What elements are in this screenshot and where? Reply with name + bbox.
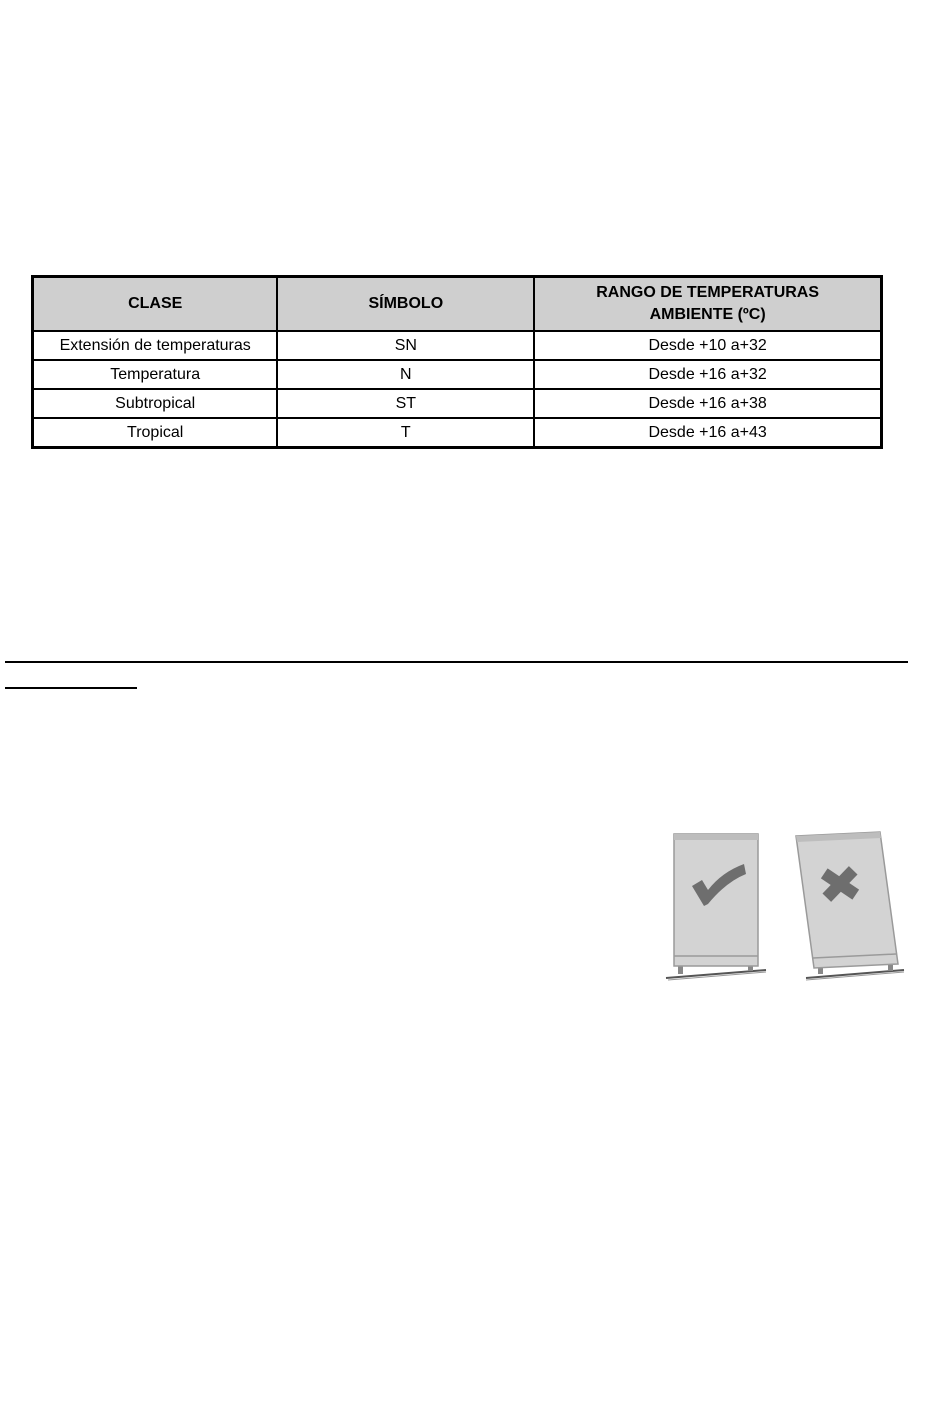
fridge-leveling-illustration	[664, 828, 908, 982]
cell-rango: Desde +10 a+32	[534, 331, 881, 360]
cell-rango: Desde +16 a+38	[534, 389, 881, 418]
header-rango-text: RANGO DE TEMPERATURAS AMBIENTE (ºC)	[596, 284, 820, 323]
cell-simbolo: ST	[277, 389, 534, 418]
cell-rango: Desde +16 a+43	[534, 418, 881, 448]
cell-simbolo: N	[277, 360, 534, 389]
cell-clase: Extensión de temperaturas	[33, 331, 278, 360]
cell-clase: Tropical	[33, 418, 278, 448]
table-header-row	[33, 277, 882, 332]
upright-fridge	[666, 834, 766, 980]
header-simbolo: SÍMBOLO	[277, 277, 534, 332]
cell-clase: Subtropical	[33, 389, 278, 418]
header-clase: CLASE	[33, 277, 278, 332]
tilted-fridge	[796, 832, 904, 980]
cell-simbolo: SN	[277, 331, 534, 360]
table-row	[33, 360, 882, 389]
header-rango	[534, 277, 881, 332]
cell-rango: Desde +16 a+32	[534, 360, 881, 389]
cell-simbolo: T	[277, 418, 534, 448]
cell-clase: Temperatura	[33, 360, 278, 389]
section-underline	[5, 687, 137, 689]
section-divider-line	[5, 661, 908, 663]
table-row	[33, 389, 882, 418]
climate-class-table	[31, 275, 883, 449]
table-row	[33, 418, 882, 448]
table-row	[33, 331, 882, 360]
